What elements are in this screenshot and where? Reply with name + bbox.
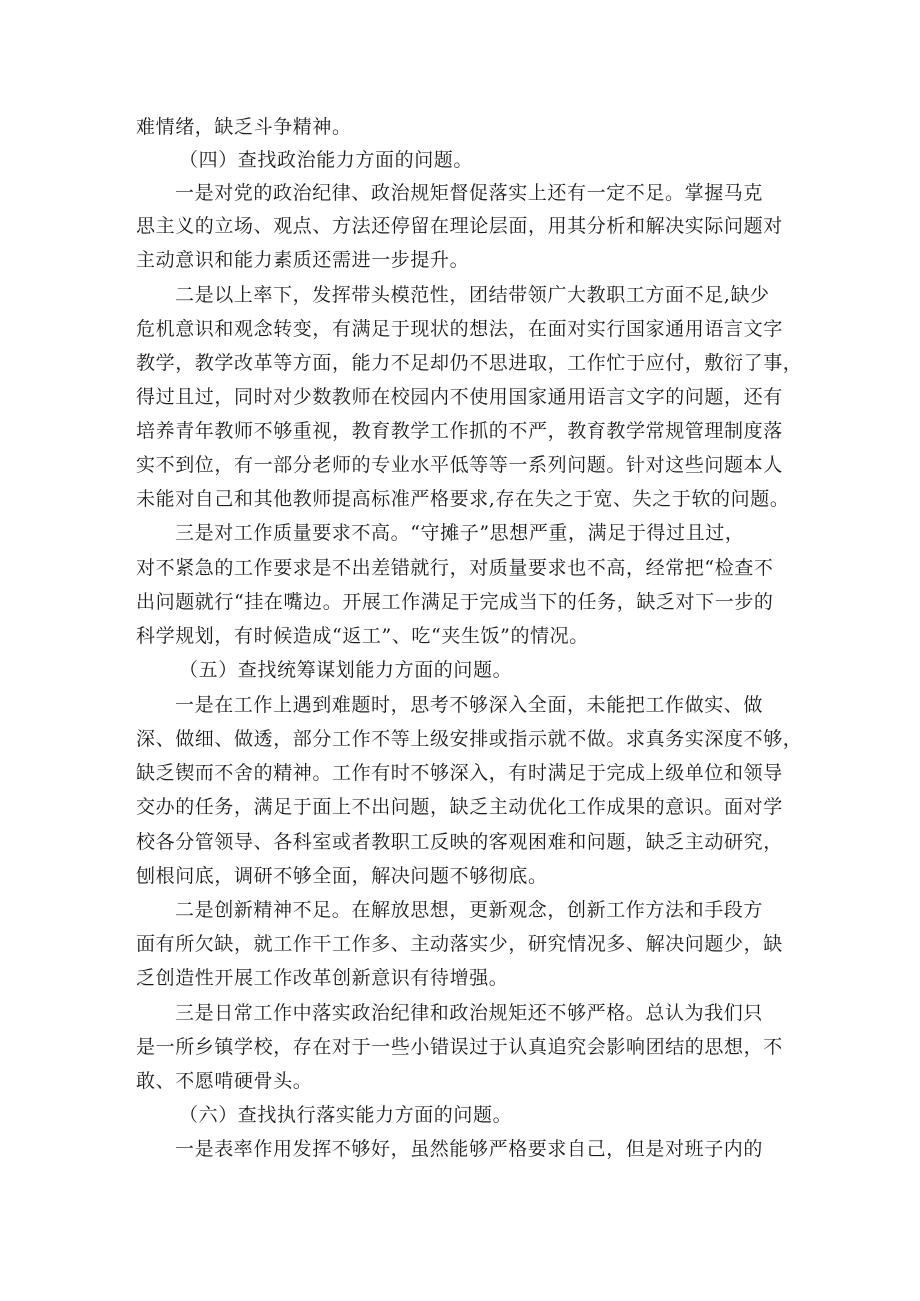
paragraph-line: 科学规划，有时候造成“返工”、吃“夹生饭”的情况。: [136, 625, 589, 647]
paragraph-line: 实不到位，有一部分老师的专业水平低等等一系列问题。针对这些问题本人: [136, 454, 783, 476]
paragraph-line: 校各分管领导、各科室或者教职工反映的客观困难和问题，缺乏主动研究，: [136, 831, 783, 853]
paragraph-line: 敢、不愿啃硬骨头。: [136, 1070, 313, 1092]
section-heading: （四）查找政治能力方面的问题。: [179, 149, 474, 171]
paragraph-line: 面有所欠缺，就工作干工作多、主动落实少，研究情况多、解决问题少，缺: [136, 933, 783, 955]
paragraph-line: 出问题就行“挂在嘴边。开展工作满足于完成当下的任务，缺乏对下一步的: [136, 591, 774, 613]
paragraph-line: 二是以上率下，发挥带头模范性，团结带领广大教职工方面不足,缺少: [175, 284, 770, 306]
paragraph-line: 教学，教学改革等方面，能力不足却仍不思进取，工作忙于应付，敷衍了事，: [136, 352, 803, 374]
paragraph-line: 深、做细、做透，部分工作不等上级安排或指示就不做。求真务实深度不够，: [136, 728, 803, 750]
paragraph-line: 得过且过，同时对少数教师在校园内不使用国家通用语言文字的问题，还有: [136, 386, 783, 408]
paragraph-line: 缺乏锲而不舍的精神。工作有时不够深入，有时满足于完成上级单位和领导: [136, 762, 783, 784]
paragraph-line: 乏创造性开展工作改革创新意识有待增强。: [136, 967, 509, 989]
paragraph-line: 难情绪，缺乏斗争精神。: [136, 116, 352, 138]
paragraph-line: 一是对党的政治纪律、政治规矩督促落实上还有一定不足。掌握马克: [175, 182, 764, 204]
paragraph-line: 交办的任务，满足于面上不出问题，缺乏主动优化工作成果的意识。面对学: [136, 796, 783, 818]
paragraph-line: 三是对工作质量要求不高。“守摊子”思想严重，满足于得过且过，: [175, 522, 745, 544]
paragraph-line: 对不紧急的工作要求是不出差错就行，对质量要求也不高，经常把“检查不: [136, 557, 774, 579]
section-heading: （六）查找执行落实能力方面的问题。: [179, 1104, 513, 1126]
paragraph-line: 培养青年教师不够重视，教育教学工作抓的不严，教育教学常规管理制度落: [136, 420, 783, 442]
paragraph-line: 危机意识和观念转变，有满足于现状的想法，在面对实行国家通用语言文字: [136, 318, 783, 340]
paragraph-line: 二是创新精神不足。在解放思想，更新观念，创新工作方法和手段方: [175, 899, 764, 921]
paragraph-line: 一是表率作用发挥不够好，虽然能够严格要求自己，但是对班子内的: [175, 1138, 764, 1160]
paragraph-line: 三是日常工作中落实政治纪律和政治规矩还不够严格。总认为我们只: [175, 1002, 764, 1024]
paragraph-line: 思主义的立场、观点、方法还停留在理论层面，用其分析和解决实际问题对: [136, 215, 783, 237]
paragraph-line: 刨根问底，调研不够全面，解决问题不够彻底。: [136, 865, 548, 887]
paragraph-line: 一是在工作上遇到难题时，思考不够深入全面，未能把工作做实、做: [175, 694, 764, 716]
paragraph-line: 是一所乡镇学校，存在对于一些小错误过于认真追究会影响团结的思想，不: [136, 1036, 783, 1058]
paragraph-line: 主动意识和能力素质还需进一步提升。: [136, 249, 470, 271]
section-heading: （五）查找统筹谋划能力方面的问题。: [179, 659, 513, 681]
paragraph-line: 未能对自己和其他教师提高标准严格要求,存在失之于宽、失之于软的问题。: [136, 488, 790, 510]
